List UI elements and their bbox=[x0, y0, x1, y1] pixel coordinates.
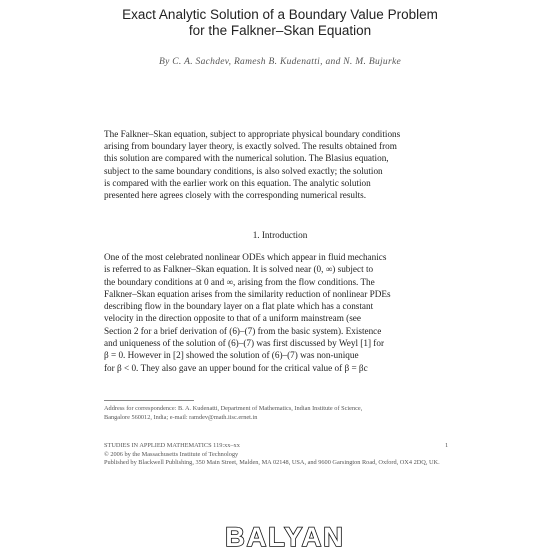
body-line: the boundary conditions at 0 and ∞, arising from the flow conditions. The bbox=[104, 276, 375, 287]
abstract-line: is compared with the earlier work on this equation. The analytic solution bbox=[104, 177, 371, 188]
watermark-logo bbox=[210, 521, 360, 551]
body-line: is referred to as Falkner–Skan equation. It is solved near (0, ∞) subject to bbox=[104, 264, 374, 275]
abstract bbox=[104, 128, 456, 201]
abstract-line: presented here agrees closely with the corresponding numerical results. bbox=[104, 190, 367, 201]
body-line: describing flow in the boundary layer on a flat plate which has a constant bbox=[104, 301, 374, 312]
body-line: One of the most celebrated nonlinear ODEs which appear in fluid mechanics bbox=[104, 252, 387, 262]
body-line: Section 2 for a brief derivation of (6)–(7) from the basic system). Existence bbox=[104, 325, 382, 336]
watermark-text-graphic bbox=[210, 521, 360, 551]
footnote bbox=[104, 404, 456, 422]
publication-line: STUDIES IN APPLIED MATHEMATICS 119:xx–xx bbox=[104, 442, 240, 449]
body-line: Falkner–Skan equation arises from the similarity reduction of nonlinear PDEs bbox=[104, 288, 391, 299]
svg-text:BALYAN: BALYAN bbox=[225, 522, 345, 551]
body-line: velocity in the direction opposite to that of a uniform mainstream (see bbox=[104, 313, 361, 324]
body-line: and uniqueness of the solution of (6)–(7) was first discussed by Weyl [1] for bbox=[104, 338, 385, 349]
publication-line: © 2006 by the Massachusetts Institute of Technology bbox=[104, 450, 239, 458]
abstract-line: arising from boundary layer theory, is exactly solved. The results obtained from bbox=[104, 141, 397, 152]
footnote-line: Bangalore 560012, India; e-mail: ramdev@math.iisc.ernet.in bbox=[104, 414, 258, 421]
footnote-line: Address for correspondence: B. A. Kudenatti, Department of Mathematics, Indian Institute of Science, bbox=[104, 405, 363, 412]
abstract-line: The Falkner–Skan equation, subject to appropriate physical boundary conditions bbox=[104, 129, 401, 139]
publication-info bbox=[104, 442, 456, 468]
footnote-divider bbox=[104, 400, 194, 401]
body-line: for β < 0. They also gave an upper bound for the critical value of β = βc bbox=[104, 362, 368, 373]
authors-line: By C. A. Sachdev, Ramesh B. Kudenatti, and N. M. Bujurke bbox=[158, 57, 402, 67]
paper-title-line-1: Exact Analytic Solution of a Boundary Value Problem bbox=[122, 7, 438, 22]
publication-line: Published by Blackwell Publishing, 350 Main Street, Malden, MA 02148, USA, and 9600 Garsington Road, Oxford, OX4 2DQ, UK. bbox=[104, 459, 440, 466]
body-line: β = 0. However in [2] showed the solution of (6)–(7) was non-unique bbox=[104, 350, 359, 361]
paper-title-line-2: for the Falkner–Skan Equation bbox=[188, 23, 372, 38]
abstract-line: this solution are compared with the numerical solution. The Blasius equation, bbox=[104, 153, 389, 164]
page-number: 1 bbox=[445, 442, 449, 449]
section-heading: 1. Introduction bbox=[252, 230, 308, 240]
body-text bbox=[104, 251, 456, 374]
abstract-line: subject to the same boundary conditions, is also solved exactly; the solution bbox=[104, 165, 383, 176]
